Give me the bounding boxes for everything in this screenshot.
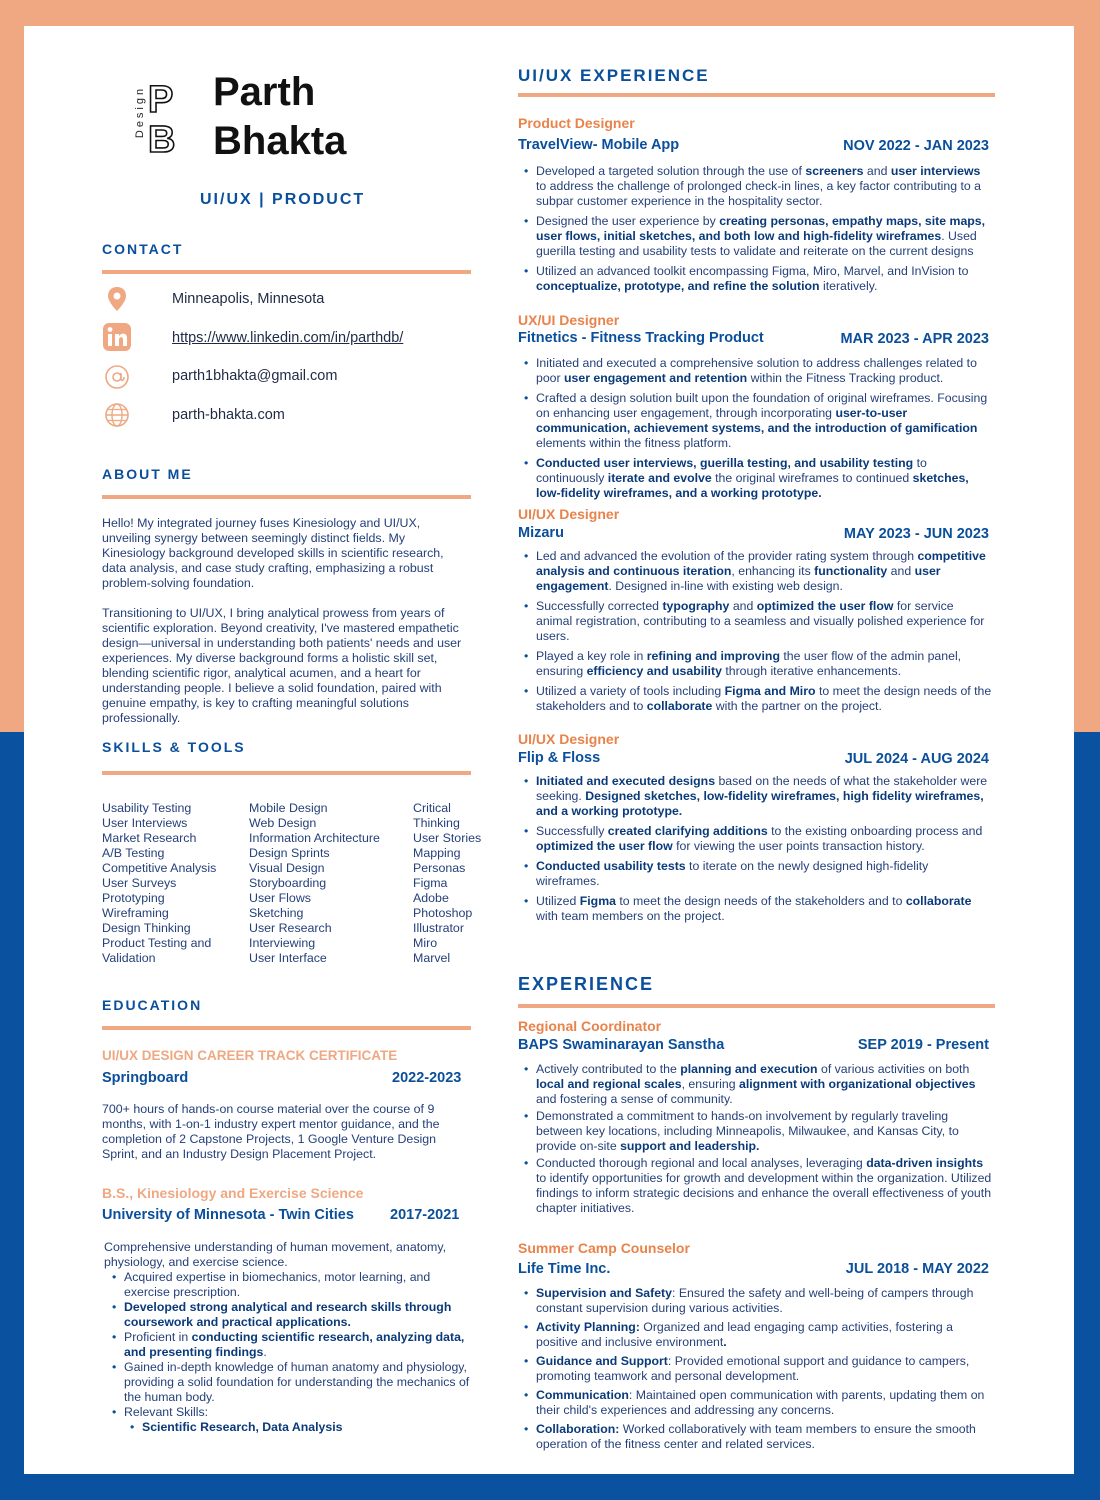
skill-item: A/B Testing bbox=[102, 846, 165, 860]
skills-title: SKILLS & TOOLS bbox=[102, 739, 246, 755]
about-paragraph-2: Transitioning to UI/UX, I bring analytical prowess from years of scientific exploration. Beyond creativity, I've mastered empathetic design—universal in understanding both patients' needs and user experiences. My diverse background forms a holistic skill set, blending scientific rigor, analytical acumen, and a heart for understanding people. I believe a solid foundation, paired with genuine empathy, is key to crafting meaningful solutions professionally. bbox=[102, 606, 462, 725]
list-item: • Activity Planning: Organized and lead engaging camp activities, fostering a positive and inclusive environment. bbox=[518, 1320, 992, 1350]
edu2-bullet-4: • Gained in-depth knowledge of human anatomy and physiology, providing a solid foundation for understanding the mechanics of the human body. bbox=[106, 1360, 478, 1405]
uiux-job1-org: TravelView- Mobile App bbox=[518, 137, 680, 153]
list-item: • Initiated and executed designs based on the needs of what the stakeholder were seeking. Designed sketches, low-fidelity wireframes, high fidelity wireframes, and a working prototype. bbox=[518, 774, 992, 819]
edu1-description: 700+ hours of hands-on course material over the course of 9 months, with 1-on-1 industry expert mentor guidance, and the completion of 2 Capstone Projects, 1 Google Venture Design Sprint, and an Industry Design Placement Project. bbox=[102, 1102, 440, 1161]
list-item: • Played a key role in refining and improving the user flow of the admin panel, ensuring efficiency and usability through iterative enhancements. bbox=[518, 649, 992, 679]
skill-item: User Stories bbox=[413, 831, 482, 845]
skill-item: Mapping bbox=[413, 846, 461, 860]
skill-item: Competitive Analysis bbox=[102, 861, 217, 875]
uiux-job1-role: Product Designer bbox=[518, 115, 635, 131]
exp-job2-role: Summer Camp Counselor bbox=[518, 1240, 690, 1256]
list-item: • Utilized Figma to meet the design needs of the stakeholders and to collaborate with team members on the project. bbox=[518, 894, 992, 924]
list-item: • Conducted user interviews, guerilla testing, and usability testing to continuously iterate and evolve the original wireframes to continued sketches, low-fidelity wireframes, and a working prototype. bbox=[518, 456, 992, 501]
list-item: • Successfully created clarifying additions to the existing onboarding process and optimized the user flow for viewing the user points transaction history. bbox=[518, 824, 992, 854]
edu2-bullet-1: • Acquired expertise in biomechanics, motor learning, and exercise prescription. bbox=[106, 1270, 478, 1300]
skill-item: Web Design bbox=[249, 816, 317, 830]
globe-icon bbox=[104, 402, 130, 428]
skill-item: Storyboarding bbox=[249, 876, 327, 890]
skill-item: Design Sprints bbox=[249, 846, 330, 860]
edu1-degree: UI/UX DESIGN CAREER TRACK CERTIFICATE bbox=[102, 1048, 398, 1063]
skill-item: Adobe bbox=[413, 891, 449, 905]
list-item: • Conducted usability tests to iterate on the newly designed high-fidelity wireframes. bbox=[518, 859, 992, 889]
skills-column-2 bbox=[249, 801, 380, 966]
exp-job1-role: Regional Coordinator bbox=[518, 1018, 662, 1034]
edu2-bullet-2: • Developed strong analytical and research skills through coursework and practical applications. bbox=[106, 1300, 478, 1330]
list-item: • Utilized a variety of tools including Figma and Miro to meet the design needs of the stakeholders and to collaborate with the partner on the project. bbox=[518, 684, 992, 714]
uiux-title: UI/UX EXPERIENCE bbox=[518, 66, 710, 85]
skill-item: Wireframing bbox=[102, 906, 169, 920]
logo-letters-icon bbox=[146, 78, 186, 156]
uiux-job3-bullets bbox=[518, 549, 992, 719]
experience-title: EXPERIENCE bbox=[518, 974, 655, 994]
uiux-job4-org: Flip & Floss bbox=[518, 750, 601, 766]
skill-item: Validation bbox=[102, 951, 156, 965]
uiux-divider bbox=[518, 93, 995, 97]
skill-item: Illustrator bbox=[413, 921, 464, 935]
last-name: Bhakta bbox=[213, 119, 347, 163]
skill-item: Design Thinking bbox=[102, 921, 191, 935]
edu2-degree: B.S., Kinesiology and Exercise Science bbox=[102, 1185, 364, 1201]
skill-item: Visual Design bbox=[249, 861, 325, 875]
skill-item: Prototyping bbox=[102, 891, 165, 905]
uiux-job2-bullets bbox=[518, 356, 992, 506]
skill-item: Market Research bbox=[102, 831, 197, 845]
skill-item: Miro bbox=[413, 936, 438, 950]
uiux-job1-date: NOV 2022 - JAN 2023 bbox=[843, 138, 989, 154]
logo-vertical-text: Design bbox=[134, 85, 147, 139]
edu2-bullets bbox=[106, 1270, 478, 1435]
resume-page bbox=[24, 26, 1074, 1474]
uiux-job3-role: UI/UX Designer bbox=[518, 506, 620, 522]
svg-text:P: P bbox=[148, 79, 174, 121]
uiux-job2-org: Fitnetics - Fitness Tracking Product bbox=[518, 330, 764, 346]
list-item: • Designed the user experience by creating personas, empathy maps, site maps, user flows, initial sketches, and both low and high-fidelity wireframes. Used guerilla testing and usability tests to validate and reiterate on the current designs bbox=[518, 214, 992, 259]
uiux-job3-org: Mizaru bbox=[518, 525, 564, 541]
skill-item: User Interviews bbox=[102, 816, 188, 830]
skill-item: Interviewing bbox=[249, 936, 316, 950]
exp-job1-date: SEP 2019 - Present bbox=[857, 1037, 989, 1053]
list-item: • Utilized an advanced toolkit encompassing Figma, Miro, Marvel, and InVision to conceptualize, prototype, and refine the solution iteratively. bbox=[518, 264, 992, 294]
list-item: • Actively contributed to the planning and execution of various activities on both local and regional scales, ensuring alignment with organizational objectives and fostering a sense of community. bbox=[518, 1062, 992, 1107]
skills-divider bbox=[102, 771, 471, 775]
skill-item: Mobile Design bbox=[249, 801, 328, 815]
uiux-job4-date: JUL 2024 - AUG 2024 bbox=[844, 751, 989, 767]
email-link[interactable]: parth1bhakta@gmail.com bbox=[172, 368, 338, 384]
edu2-school: University of Minnesota - Twin Cities bbox=[102, 1207, 354, 1223]
skill-item: Thinking bbox=[413, 816, 460, 830]
exp-job2-org: Life Time Inc. bbox=[518, 1261, 611, 1277]
list-item: • Successfully corrected typography and optimized the user flow for service animal registration, contributing to a seamless and visually polished experience for users. bbox=[518, 599, 992, 644]
exp-job1-org: BAPS Swaminarayan Sanstha bbox=[518, 1037, 725, 1053]
skill-item: Usability Testing bbox=[102, 801, 192, 815]
skill-item: User Interface bbox=[249, 951, 327, 965]
edu2-bullet-5: • Relevant Skills: • Scientific Research, Data Analysis bbox=[106, 1405, 478, 1435]
uiux-job3-date: MAY 2023 - JUN 2023 bbox=[843, 526, 989, 542]
list-item: • Collaboration: Worked collaboratively with team members to ensure the smooth operation of the fitness center and related services. bbox=[518, 1422, 992, 1452]
list-item: • Initiated and executed a comprehensive solution to address challenges related to poor user engagement and retention within the Fitness Tracking product. bbox=[518, 356, 992, 386]
list-item: • Developed a targeted solution through the use of screeners and user interviews to address the challenge of prolonged check-in lines, a key factor contributing to a subpar customer experience in the hospitality sector. bbox=[518, 164, 992, 209]
contact-location: Minneapolis, Minnesota bbox=[172, 291, 325, 307]
about-title: ABOUT ME bbox=[102, 466, 193, 482]
skill-item: Personas bbox=[413, 861, 466, 875]
exp-job2-bullets bbox=[518, 1286, 992, 1456]
list-item: • Guidance and Support: Provided emotional support and guidance to campers, promoting teamwork and personal development. bbox=[518, 1354, 992, 1384]
skill-item: Product Testing and bbox=[102, 936, 212, 950]
skills-column-3 bbox=[413, 801, 481, 966]
uiux-job4-bullets bbox=[518, 774, 992, 929]
skill-item: Sketching bbox=[249, 906, 304, 920]
pb-logo bbox=[128, 76, 184, 156]
skill-item: User Research bbox=[249, 921, 332, 935]
skill-item: Figma bbox=[413, 876, 448, 890]
list-item: • Demonstrated a commitment to hands-on involvement by regularly traveling between key locations, including Minneapolis, Milwaukee, and Kansas City, to provide on-site support and leadership. bbox=[518, 1109, 992, 1154]
skill-item: Marvel bbox=[413, 951, 451, 965]
skill-item: Information Architecture bbox=[249, 831, 380, 845]
at-sign-icon bbox=[104, 364, 130, 390]
linkedin-link[interactable]: https://www.linkedin.com/in/parthdb/ bbox=[172, 330, 404, 346]
about-divider bbox=[102, 495, 471, 499]
linkedin-icon[interactable] bbox=[103, 323, 131, 351]
education-title: EDUCATION bbox=[102, 997, 203, 1013]
exp-job1-bullets bbox=[518, 1062, 992, 1221]
uiux-job1-bullets bbox=[518, 164, 992, 299]
uiux-job2-role: UX/UI Designer bbox=[518, 312, 620, 328]
edu2-years: 2017-2021 bbox=[390, 1207, 460, 1223]
list-item: • Communication: Maintained open communication with parents, updating them on their child's experiences and addressing any concerns. bbox=[518, 1388, 992, 1418]
list-item: • Conducted thorough regional and local analyses, leveraging data-driven insights to identify opportunities for growth and development within the organization. Utilized findings to inform strategic decisions and enhance the overall effectiveness of youth chapter initiatives. bbox=[518, 1156, 992, 1216]
uiux-job4-role: UI/UX Designer bbox=[518, 731, 620, 747]
experience-divider bbox=[518, 1004, 995, 1008]
list-item: • Supervision and Safety: Ensured the safety and well-being of campers through constant supervision during various activities. bbox=[518, 1286, 992, 1316]
list-item: • Crafted a design solution built upon the foundation of original wireframes. Focusing on enhancing user engagement, through incorporating user-to-user communication, achievement systems, and the introduction of gamification elements within the fitness platform. bbox=[518, 391, 992, 451]
first-name: Parth bbox=[213, 70, 316, 114]
edu2-bullet-3: • Proficient in conducting scientific research, analyzing data, and presenting findings. bbox=[106, 1330, 478, 1360]
uiux-job2-date: MAR 2023 - APR 2023 bbox=[840, 331, 989, 347]
skill-item: User Surveys bbox=[102, 876, 177, 890]
contact-divider bbox=[102, 270, 471, 274]
tagline: UI/UX | PRODUCT bbox=[200, 191, 366, 208]
edu1-years: 2022-2023 bbox=[392, 1070, 462, 1086]
edu2-sub-bullet: • Scientific Research, Data Analysis bbox=[124, 1420, 478, 1435]
location-pin-icon bbox=[106, 286, 128, 312]
edu1-school: Springboard bbox=[102, 1070, 189, 1086]
website-link[interactable]: parth-bhakta.com bbox=[172, 407, 285, 423]
about-paragraph-1: Hello! My integrated journey fuses Kinesiology and UI/UX, unveiling synergy between seemingly distinct fields. My Kinesiology background developed skills in scientific research, data analysis, and case study crafting, emphasizing a robust problem-solving foundation. bbox=[102, 516, 444, 590]
skills-column-1 bbox=[102, 801, 216, 966]
skill-item: User Flows bbox=[249, 891, 311, 905]
svg-text:B: B bbox=[148, 119, 176, 156]
list-item: • Led and advanced the evolution of the provider rating system through competitive analysis and continuous iteration, enhancing its functionality and user engagement. Designed in-line with existing web design. bbox=[518, 549, 992, 594]
skill-item: Critical bbox=[413, 801, 451, 815]
education-divider bbox=[102, 1026, 471, 1030]
exp-job2-date: JUL 2018 - MAY 2022 bbox=[845, 1261, 989, 1277]
skill-item: Photoshop bbox=[413, 906, 473, 920]
contact-title: CONTACT bbox=[102, 241, 184, 257]
edu2-description: Comprehensive understanding of human movement, anatomy, physiology, and exercise science. bbox=[104, 1240, 447, 1269]
